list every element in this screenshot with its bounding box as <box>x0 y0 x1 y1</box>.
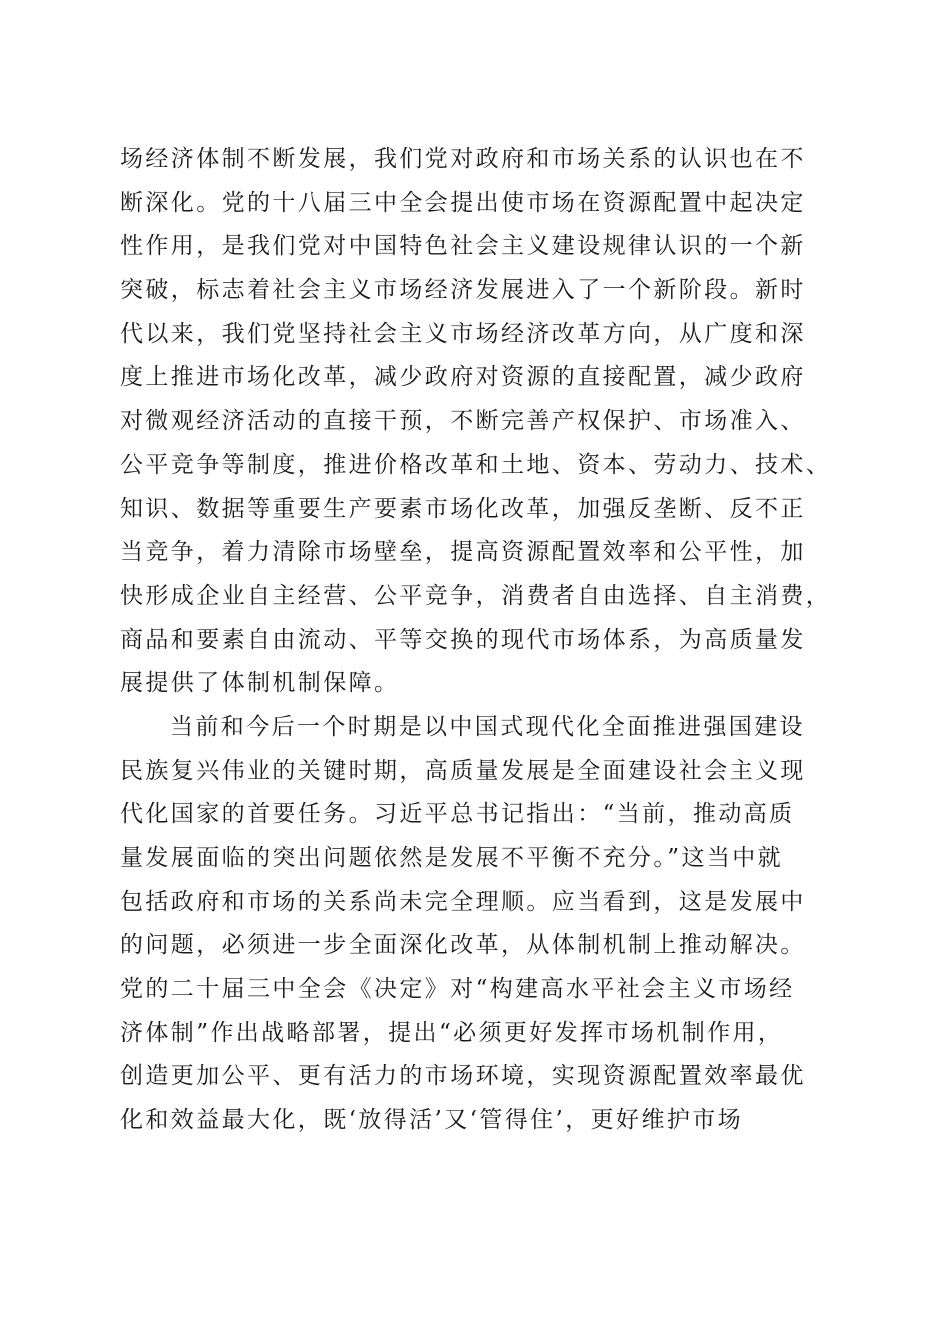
text-line: 当前和今后一个时期是以中国式现代化全面推进强国建设 <box>170 713 805 740</box>
text-line: 济体制”作出战略部署，提出“必须更好发挥市场机制作用， <box>120 1019 784 1046</box>
text-line: 展提供了体制机制保障。 <box>120 670 400 697</box>
text-line: 代化国家的首要任务。习近平总书记指出：“当前，推动高质 <box>120 801 795 828</box>
text-line: 党的二十届三中全会《决定》对“构建高水平社会主义市场经 <box>120 976 795 1003</box>
body-text <box>120 138 840 1143</box>
text-line: 当竞争，着力清除市场壁垒，提高资源配置效率和公平性，加 <box>120 539 806 566</box>
text-line: 商品和要素自由流动、平等交换的现代市场体系，为高质量发 <box>120 626 806 653</box>
text-line: 突破，标志着社会主义市场经济发展进入了一个新阶段。新时 <box>120 277 806 304</box>
paragraph-1 <box>120 138 840 706</box>
text-line: 公平竞争等制度，推进价格改革和土地、资本、劳动力、技术、 <box>120 451 832 478</box>
text-line: 化和效益最大化，既‘放得活’又‘管得住’，更好维护市场 <box>120 1107 744 1134</box>
text-line: 度上推进市场化改革，减少政府对资源的直接配置，减少政府 <box>120 364 806 391</box>
text-line: 快形成企业自主经营、公平竞争，消费者自由选择、自主消费， <box>120 582 832 609</box>
text-line: 量发展面临的突出问题依然是发展不平衡不充分。”这当中就 <box>120 845 784 871</box>
text-line: 的问题，必须进一步全面深化改革，从体制机制上推动解决。 <box>120 932 806 959</box>
text-line: 场经济体制不断发展，我们党对政府和市场关系的认识也在不 <box>120 146 806 172</box>
text-line: 民族复兴伟业的关键时期，高质量发展是全面建设社会主义现 <box>120 757 806 784</box>
text-line: 断深化。党的十八届三中全会提出使市场在资源配置中起决定 <box>120 189 806 216</box>
paragraph-2 <box>120 706 840 1143</box>
text-line: 代以来，我们党坚持社会主义市场经济改革方向，从广度和深 <box>120 320 806 347</box>
text-line: 包括政府和市场的关系尚未完全理顺。应当看到，这是发展中 <box>120 888 806 915</box>
text-line: 对微观经济活动的直接干预，不断完善产权保护、市场准入、 <box>120 408 806 435</box>
text-line: 知识、数据等重要生产要素市场化改革，加强反垄断、反不正 <box>120 495 806 522</box>
text-line: 创造更加公平、更有活力的市场环境，实现资源配置效率最优 <box>120 1063 806 1090</box>
text-line: 性作用，是我们党对中国特色社会主义建设规律认识的一个新 <box>120 233 806 260</box>
